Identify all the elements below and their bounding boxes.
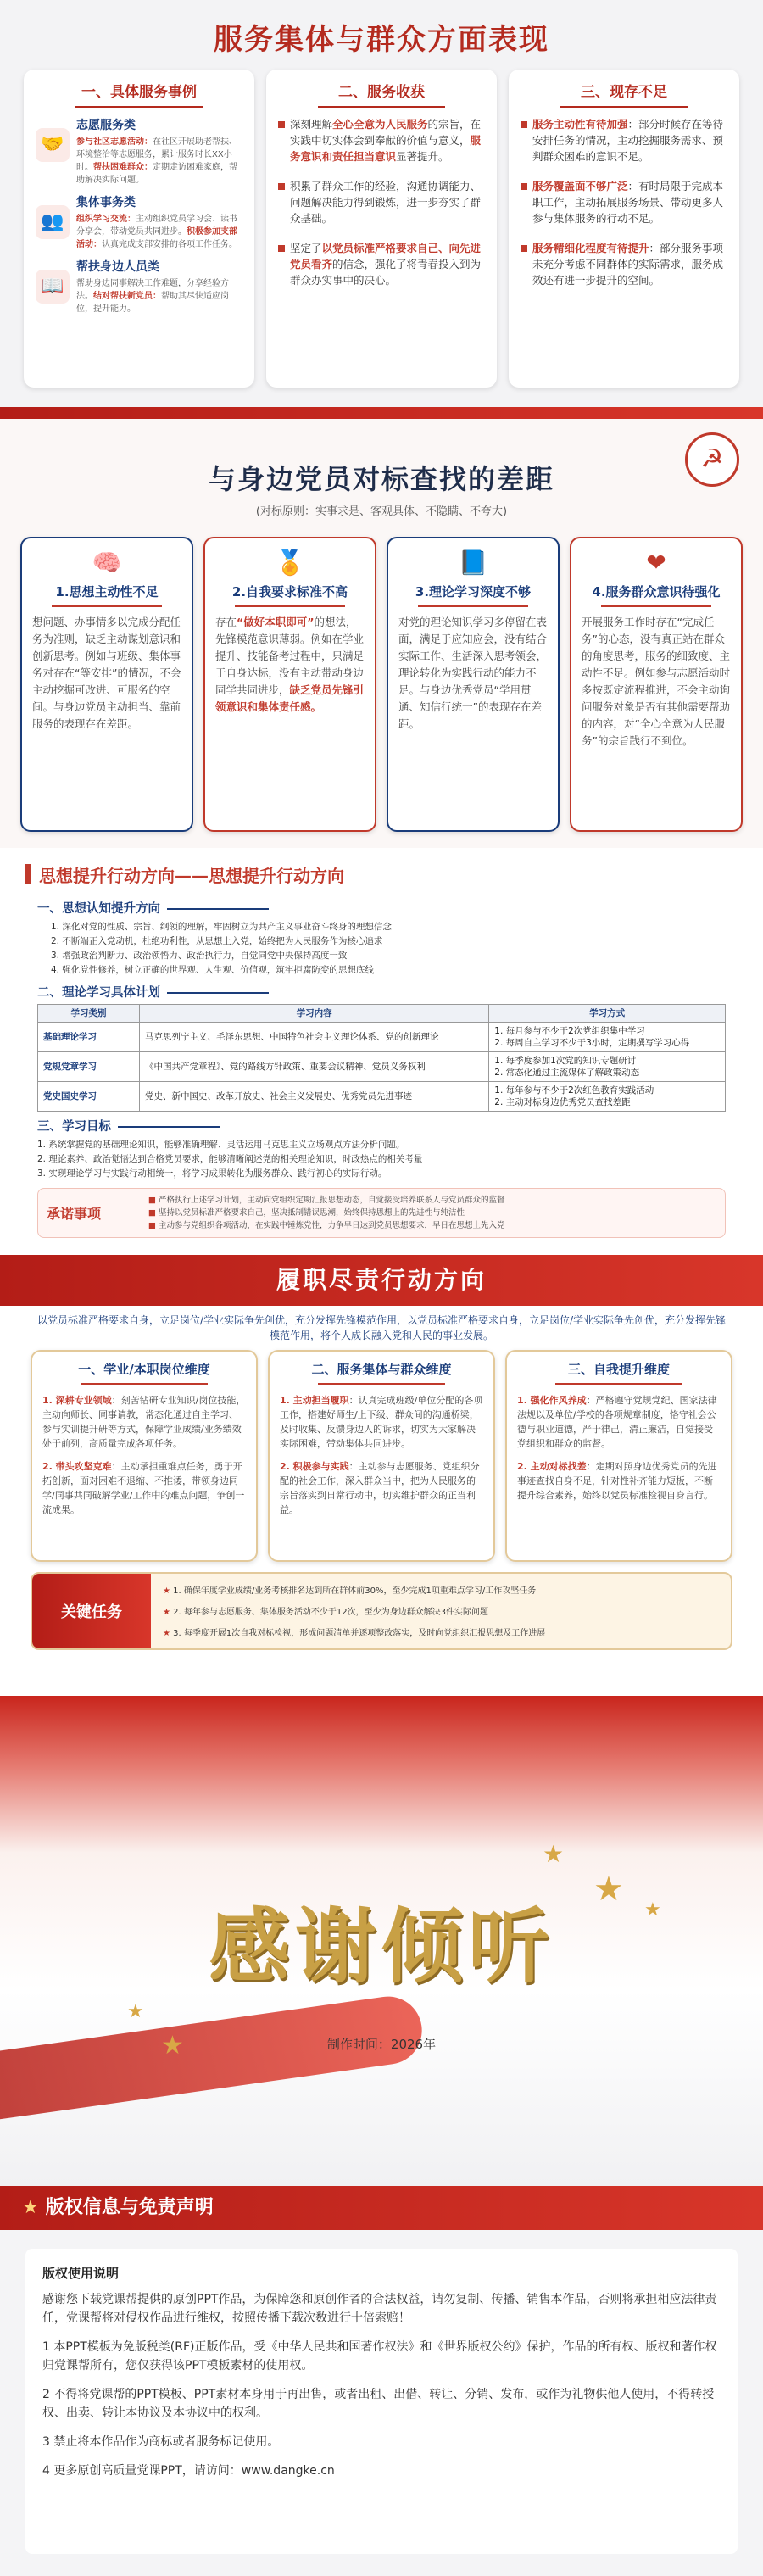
gain-item: 坚定了以党员标准严格要求自己、向先进党员看齐的信念，强化了将青春投入到为群众办实事中的决心。	[278, 240, 485, 288]
gap-card	[20, 537, 193, 832]
section-gap	[0, 407, 763, 848]
card-header: 一、具体服务事例	[36, 80, 242, 108]
commitment-box: 承诺事项 ■ 严格执行上述学习计划，主动向党组织定期汇报思想动态，自觉接受培养联系人与党员群众的监督 ■ 坚持以党员标准严格要求自己，坚决抵制错误思潮，始终保持思想上的先进性与纯洁性 ■ 主动参与党组织各项活动，在实践中锤炼党性，力争早日达到党员思想要求，早日在思想上先入党	[37, 1188, 726, 1238]
case-title: 集体事务类	[76, 196, 136, 209]
section-title: 履职尽责行动方向	[0, 1255, 763, 1306]
case-title: 志愿服务类	[76, 119, 136, 132]
section-thought	[0, 848, 763, 1255]
case-text: 组织学习交流：主动组织党员学习会、读书分享会，带动党员共同进步。积极参加支部活动：认真完成支部安排的各项工作任务。	[76, 215, 237, 249]
gain-item: 积累了群众工作的经验，沟通协调能力、问题解决能力得到锻炼，进一步夯实了群众基础。	[278, 178, 485, 226]
gap-card	[203, 537, 376, 832]
cognition-list: 1. 深化对党的性质、宗旨、纲领的理解，牢固树立为共产主义事业奋斗终身的理想信念 2. 不断端正入党动机，杜绝功利性，从思想上入党，始终把为人民服务作为核心追求 3. 增强政治判断力、政治领悟力、政治执行力，自觉同党中央保持高度一致 4. 强化党性修养，树立正确的世界观、人生观、价值观，筑牢拒腐防变的思想底线	[51, 922, 392, 975]
section-title: 服务集体与群众方面表现	[214, 23, 549, 57]
shortcoming-item: 服务精细化程度有待提升：部分服务事项未充分考虑不同群体的实际需求，服务成效还有进一步提升的空间。	[521, 240, 727, 288]
case-item	[36, 193, 242, 251]
gap-title: 1.思想主动性不足	[32, 583, 181, 607]
section-intro: 以党员标准严格要求自身，立足岗位/学业实际争先创优，充分发挥先锋模范作用，以党员标准严格要求自身，立足岗位/学业实际争先创优，充分发挥先锋模范作用，将个人成长融入党和人民的事业发展。	[36, 1314, 727, 1341]
gap-card	[570, 537, 743, 832]
medal-icon: 🏅	[275, 549, 305, 577]
shortcomings-card	[509, 70, 739, 388]
section-title: 与身边党员对标查找的差距	[208, 463, 554, 495]
table-row: 党史国史学习 党史、新中国史、改革开放史、社会主义发展史、优秀党员先进事迹 1. 每年参与不少于2次红色教育实践活动 2. 主动对标身边优秀党员查找差距	[38, 1082, 726, 1112]
case-item	[36, 258, 242, 315]
heart-hand-icon: ❤	[646, 549, 666, 577]
gap-title: 3.理论学习深度不够	[398, 583, 548, 607]
gap-title: 2.自我要求标准不高	[215, 583, 365, 607]
star-icon: ★	[161, 2031, 184, 2060]
star-icon: ★	[22, 2197, 39, 2218]
table-row: 党规党章学习 《中国共产党章程》、党的路线方针政策、重要会议精神、党员义务权利 1. 每季度参加1次党的知识专题研讨 2. 常态化通过主流媒体了解政策动态	[38, 1052, 726, 1082]
star-icon: ★	[127, 2001, 144, 2022]
people-icon: 👥	[36, 205, 70, 239]
card-header: 三、现存不足	[521, 80, 727, 108]
copyright-link[interactable]: 4 更多原创高质量党课PPT，请访问：www.dangke.cn	[42, 2464, 335, 2478]
shortcoming-item: 服务覆盖面不够广泛：有时局限于完成本职工作，主动拓展服务场景、带动更多人参与集体服务的行动不足。	[521, 178, 727, 226]
case-text: 帮助身边同事解决工作难题，分享经验方法。结对帮扶新党员：帮助其尽快适应岗位，提升能力。	[76, 279, 229, 314]
copyright-heading: 版权使用说明	[42, 2266, 120, 2281]
section-service	[0, 0, 763, 407]
card-header: 二、服务收获	[278, 80, 485, 108]
book-icon: 📘	[458, 549, 488, 577]
copyright-para: 2 不得将党课帮的PPT模板、PPT素材本身用于再出售，或者出租、出借、转让、分销、发布，或作为礼物供他人使用，不得转授权、出卖、转让本协议及本协议中的权利。	[42, 2388, 715, 2420]
section-duty	[0, 1255, 763, 1696]
gain-item: 深刻理解全心全意为人民服务的宗旨，在实践中切实体会到奉献的价值与意义，服务意识和责任担当意识显著提升。	[278, 116, 485, 164]
copyright-para: 3 禁止将本作品作为商标或者服务标记使用。	[42, 2435, 280, 2449]
gap-text: 想问题、办事情多以完成分配任务为准则，缺乏主动谋划意识和创新思考。例如与班级、集体事务对存在“等安排”的情况，不会主动挖掘可改进、可服务的空间。与身边党员主动担当、靠前服务的表现存在差距。	[32, 616, 181, 730]
subsection-title: 一、思想认知提升方向	[37, 899, 726, 917]
section-title: 思想提升行动方向——思想提升行动方向	[39, 865, 344, 886]
gap-card	[387, 537, 560, 832]
made-date: 制作时间：2026年	[326, 2037, 437, 2052]
book-icon: 📖	[36, 270, 70, 304]
gap-text: 开展服务工作时存在“完成任务”的心态，没有真正站在群众的角度思考，服务的细致度、主动性不足。例如参与志愿活动时多按既定流程推进，不会主动询问服务对象是否有其他需要帮助的内容，对“全心全意为人民服务”的宗旨践行不到位。	[582, 616, 731, 747]
star-icon: ★	[543, 1840, 565, 1868]
goal-list: 1. 系统掌握党的基础理论知识，能够准确理解、灵活运用马克思主义立场观点方法分析问题。 2. 理论素养、政治觉悟达到合格党员要求，能够清晰阐述党的相关理论知识，时政热点的相关考量 3. 实现理论学习与实践行动相统一，将学习成果转化为服务群众、践行初心的实际行动。	[37, 1140, 423, 1179]
service-cases-card	[24, 70, 254, 388]
subsection-title: 三、学习目标	[37, 1117, 726, 1135]
case-text: 参与社区志愿活动：在社区开展助老帮扶、环境整治等志愿服务，累计服务时长XX小时。帮扶困难群众：定期走访困难家庭，帮助解决实际问题。	[76, 137, 237, 185]
gap-text: 对党的理论知识学习多停留在表面，满足于应知应会，没有结合实际工作、生活深入思考领会，理论转化为实践行动的能力不足。与身边优秀党员“学用贯通、知信行统一”的表现存在差距。	[398, 616, 548, 730]
copyright-para: 感谢您下载党课帮提供的原创PPT作品，为保障您和原创作者的合法权益，请勿复制、传播、销售本作品，否则将承担相应法律责任，党课帮将对侵权作品进行维权，按照传播下载次数进行十倍索赔！	[42, 2293, 717, 2325]
duty-card: 一、学业/本职岗位维度 1. 深耕专业领域：刻苦钻研专业知识/岗位技能，主动向师长、同事请教，常态化通过自主学习、参与实训提升研等方式，保障学业成绩/业务绩效处于前列，高质量完成各项任务。 2. 带头攻坚克难：主动承担重难点任务，勇于开拓创新，面对困难不退缩、不推诿，带领身边同学/同事共同破解学业/工作中的难点问题，争创一流成果。	[31, 1350, 258, 1562]
duty-card: 三、自我提升维度 1. 强化作风养成：严格遵守党规党纪、国家法律法规以及单位/学校的各项规章制度，恪守社会公德与职业道德，严于律己，清正廉洁，自觉接受党组织和群众的监督。 2. 主动对标找差：定期对照身边优秀党员的先进事迹查找自身不足，针对性补齐能力短板，不断提升综合素养，始终以党员标准检视自身言行。	[505, 1350, 732, 1562]
handshake-icon: 🤝	[36, 128, 70, 162]
thanks-title: 感谢倾听	[209, 1899, 554, 1994]
study-plan-table: 学习类别 学习内容 学习方式 基础理论学习 马克思列宁主义、毛泽东思想、中国特色社会主义理论体系、党的创新理论 1. 每月参与不少于2次党组织集中学习 2. 每周自主学习不少于3小时，定期撰写学习心得 党规党章学习 《中国共产党章程》、党的路线方针政策、重要会议精神、党员义务权利 1. 每季度参加1次党的知识专题研讨 2. 常态化通过主流媒体了解政策动态 党史国史学习 党史、新中国史、改革开放史、社会主义发展史、优秀党员先进事迹 1. 每年参与不少于2次红色教育实践活动 2. 主动对标身边优秀党员查找差距	[37, 1004, 726, 1112]
service-gains-card	[266, 70, 497, 388]
case-item	[36, 116, 242, 187]
section-subtitle: (对标原则：实事求是、客观具体、不隐瞒、不夸大)	[255, 505, 508, 518]
copyright-banner: ★ 版权信息与免责声明	[0, 2186, 763, 2230]
table-row: 基础理论学习 马克思列宁主义、毛泽东思想、中国特色社会主义理论体系、党的创新理论 1. 每月参与不少于2次党组织集中学习 2. 每周自主学习不少于3小时，定期撰写学习心得	[38, 1023, 726, 1052]
party-emblem-icon: ☭	[685, 432, 739, 487]
gap-text: 存在“做好本职即可”的想法，先锋模范意识薄弱。例如在学业提升、技能备考过程中，只满足于自身达标，没有主动带动身边同学共同进步，缺乏党员先锋引领意识和集体责任感。	[215, 616, 365, 713]
copyright-para: 1 本PPT模板为免版税类(RF)正版作品，受《中华人民共和国著作权法》和《世界版权公约》保护，作品的所有权、版权和著作权归党课帮所有，您仅获得该PPT模板素材的使用权。	[42, 2340, 717, 2372]
section-copyright	[0, 2186, 763, 2576]
ribbon-decoration	[0, 1992, 426, 2125]
gap-title: 4.服务群众意识待强化	[582, 583, 731, 607]
key-task-box: 关键任务 ★ 1. 确保年度学业成绩/业务考核排名达到所在群体前30%，至少完成1项重难点学习/工作攻坚任务 ★ 2. 每年参与志愿服务、集体服务活动不少于12次，至少为身边群众解决3件实际问题 ★ 3. 每季度开展1次自我对标检视，形成问题清单并逐项整改落实，及时向党组织汇报思想及工作进展	[31, 1572, 732, 1650]
case-title: 帮扶身边人员类	[76, 260, 159, 274]
duty-card: 二、服务集体与群众维度 1. 主动担当履职：认真完成班级/单位分配的各项工作，搭建好师生/上下级、群众间的沟通桥梁，及时收集、反馈身边人的诉求，切实为大家解决实际困难，带动集体共同进步。 2. 积极参与实践：主动参与志愿服务、党组织分配的社会工作，深入群众当中，把为人民服务的宗旨落实到日常行动中，切实维护群众的正当利益。	[268, 1350, 495, 1562]
brain-icon: 🧠	[92, 549, 122, 577]
section-thanks	[0, 1696, 763, 2186]
subsection-title: 二、理论学习具体计划	[37, 983, 726, 1001]
star-icon: ★	[593, 1870, 624, 1909]
star-icon: ★	[644, 1899, 661, 1921]
shortcoming-item: 服务主动性有待加强：部分时候存在等待安排任务的情况，主动挖掘服务需求、预判群众困难的意识不足。	[521, 116, 727, 164]
